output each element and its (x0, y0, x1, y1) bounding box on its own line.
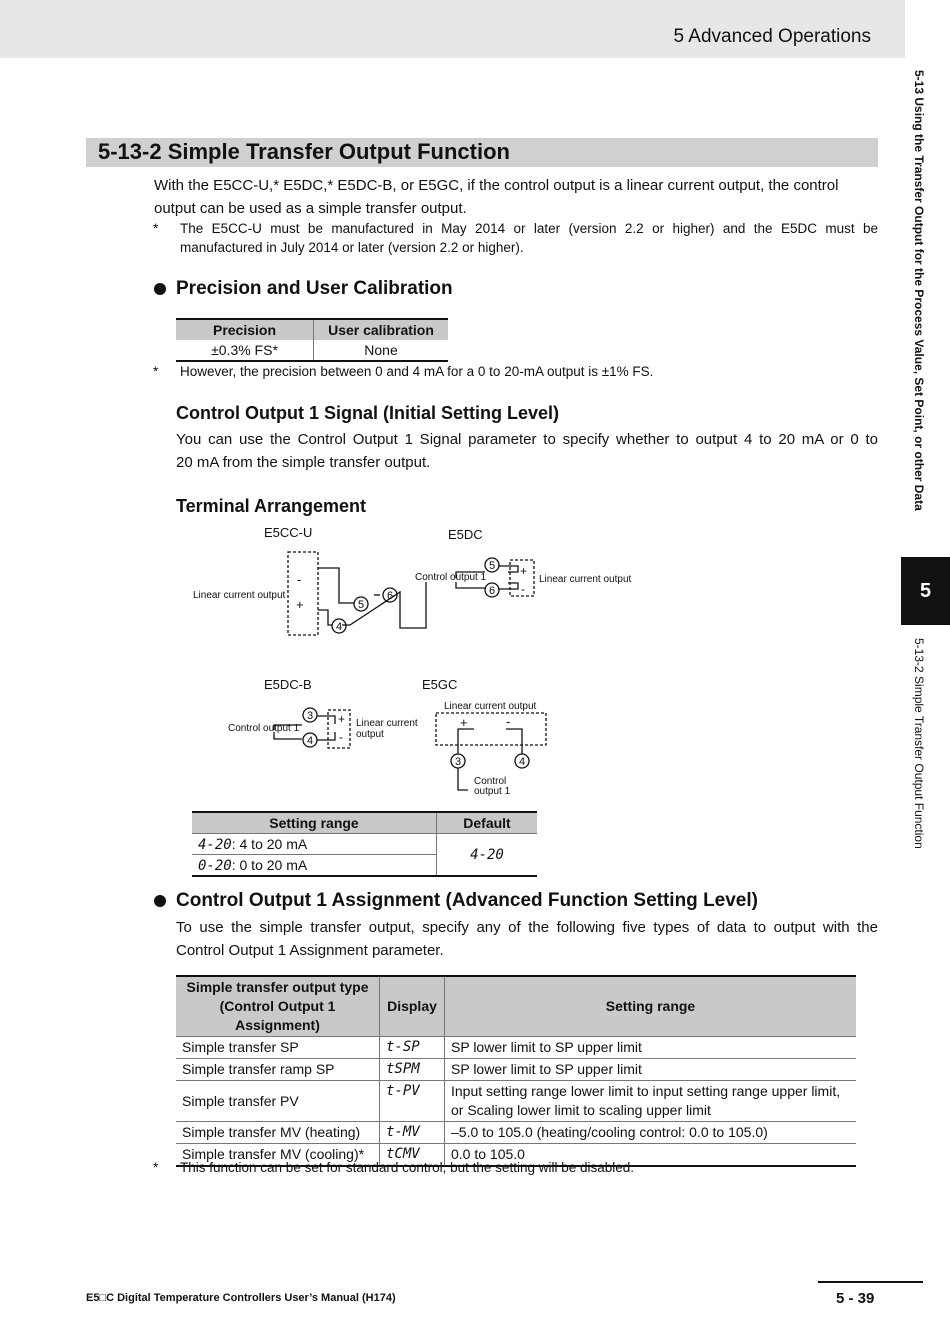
range-cell: 0.0 to 105.0 (445, 1144, 857, 1167)
e5gc-label-top: Linear current output (444, 701, 537, 712)
setting-row-1 (192, 834, 437, 855)
chapter-header: 5 Advanced Operations (673, 26, 871, 47)
e5dc-terminal-6: 6 (488, 585, 496, 597)
e5dcb-terminal-3: 3 (306, 710, 314, 722)
footnote-line-1: The E5CC-U must be manufactured in May 2014 or later (version 2.2 or higher) and the E5DC must be (180, 221, 878, 236)
e5ccu-terminal-6: 6 (386, 590, 394, 602)
e5dc-plus: + (520, 564, 528, 578)
display-header: Display (380, 976, 445, 1037)
e5dc-label-right: Linear current output (539, 574, 632, 585)
page-number: 5 - 39 (836, 1290, 875, 1307)
assignment-text-1: To use the simple transfer output, specify any of the following five types of data to output with the (176, 919, 878, 936)
precision-note-marker: * (153, 364, 159, 379)
e5dcb-plus: + (338, 712, 346, 726)
terminal-heading: Terminal Arrangement (176, 496, 367, 516)
diagram-title-e5ccu: E5CC-U (264, 525, 313, 540)
e5ccu-plus: + (296, 597, 304, 612)
assignment-table (176, 975, 856, 1167)
e5dcb-label-left: Control output 1 (228, 723, 300, 734)
precision-header: Precision (176, 319, 314, 340)
display-cell: t-MV (380, 1122, 445, 1144)
footer-rule (818, 1281, 923, 1283)
precision-heading: Precision and User Calibration (176, 278, 453, 299)
type-cell: Simple transfer MV (cooling)* (176, 1144, 380, 1167)
diagram-title-e5dc: E5DC (448, 527, 483, 542)
signal-heading: Control Output 1 Signal (Initial Setting Level) (176, 403, 560, 423)
setting-range-header: Setting range (192, 812, 437, 834)
e5gc-label-bottom-2: output 1 (474, 786, 511, 797)
assignment-heading: Control Output 1 Assignment (Advanced Function Setting Level) (176, 890, 758, 911)
range-cell: Input setting range lower limit to input setting range upper limit, or Scaling lower limit to scaling upper limit (445, 1081, 857, 1122)
e5dcb-label-right-1: Linear current (356, 718, 418, 729)
e5ccu-label: Linear current output (193, 590, 286, 601)
type-cell: Simple transfer ramp SP (176, 1059, 380, 1081)
precision-table (176, 318, 448, 362)
e5gc-plus: + (460, 715, 468, 730)
display-cell: tCMV (380, 1144, 445, 1167)
chapter-tab: 5 (901, 557, 950, 625)
user-calibration-value: None (314, 340, 449, 361)
range-cell: SP lower limit to SP upper limit (445, 1059, 857, 1081)
diagram-title-e5gc: E5GC (422, 677, 458, 692)
type-header: Simple transfer output type (Control Output 1 Assignment) (176, 976, 380, 1037)
setting-row-2 (192, 855, 437, 877)
range-cell: –5.0 to 105.0 (heating/cooling control: 0.0 to 105.0) (445, 1122, 857, 1144)
signal-text-2: 20 mA from the simple transfer output. (176, 454, 431, 471)
e5dcb-label-right-2: output (356, 729, 384, 740)
intro-line-2: output can be used as a simple transfer output. (154, 200, 467, 217)
assignment-note: This function can be set for standard control, but the setting will be disabled. (180, 1160, 635, 1175)
setting-text: : 4 to 20 mA (231, 835, 308, 852)
e5gc-terminal-3: 3 (454, 756, 462, 768)
display-cell: tSPM (380, 1059, 445, 1081)
e5dc-label-left: Control output 1 (415, 572, 487, 583)
default-value (437, 834, 538, 877)
setting-text: : 0 to 20 mA (231, 856, 308, 873)
assignment-note-marker: * (153, 1160, 159, 1175)
table-row (176, 1081, 856, 1122)
table-row (176, 1122, 856, 1144)
e5dc-minus: - (521, 582, 525, 596)
type-cell: Simple transfer SP (176, 1037, 380, 1059)
display-cell: t-SP (380, 1037, 445, 1059)
manual-title: E5□C Digital Temperature Controllers User’s Manual (H174) (86, 1292, 396, 1304)
bullet-icon (154, 283, 166, 295)
sidebar-subsection-title: 5-13-2 Simple Transfer Output Function (912, 638, 926, 849)
default-header: Default (437, 812, 538, 834)
intro-line-1: With the E5CC-U,* E5DC,* E5DC-B, or E5GC, if the control output is a linear current output, the control (154, 177, 839, 194)
footnote-marker: * (153, 221, 159, 236)
precision-value: ±0.3% FS* (211, 342, 278, 358)
type-cell: Simple transfer MV (heating) (176, 1122, 380, 1144)
e5gc-terminal-4: 4 (518, 756, 526, 768)
e5gc-minus: - (506, 714, 511, 729)
sidebar-section-title: 5-13 Using the Transfer Output for the Process Value, Set Point, or other Data (912, 70, 926, 511)
signal-setting-table (192, 811, 537, 877)
terminal-diagrams (0, 520, 900, 810)
assignment-text-2: Control Output 1 Assignment parameter. (176, 942, 444, 959)
precision-note: However, the precision between 0 and 4 mA for a 0 to 20-mA output is ±1% FS. (180, 364, 654, 379)
bullet-icon (154, 895, 166, 907)
display-cell: t-PV (380, 1081, 445, 1122)
e5gc-label-bottom-1: Control (474, 776, 507, 787)
e5ccu-terminal-4: 4 (335, 621, 343, 633)
section-title: 5-13-2 Simple Transfer Output Function (98, 139, 510, 164)
e5ccu-minus: - (297, 572, 302, 587)
setting-code: 4-20 (198, 836, 232, 853)
e5dcb-minus: - (339, 730, 343, 744)
e5dcb-terminal-4: 4 (306, 735, 314, 747)
signal-text-1: You can use the Control Output 1 Signal parameter to specify whether to output 4 to 20 mA or 0 to (176, 431, 878, 448)
table-row (176, 1059, 856, 1081)
default-code: 4-20 (470, 847, 504, 863)
range-cell: SP lower limit to SP upper limit (445, 1037, 857, 1059)
e5dc-terminal-5: 5 (488, 560, 496, 572)
table-row (176, 1037, 856, 1059)
footnote-line-2: manufactured in July 2014 or later (version 2.2 or higher). (180, 240, 524, 255)
diagram-title-e5dcb: E5DC-B (264, 677, 312, 692)
user-calibration-header: User calibration (314, 319, 449, 340)
e5ccu-terminal-5: 5 (357, 599, 365, 611)
type-cell: Simple transfer PV (176, 1081, 380, 1122)
setting-range-header: Setting range (445, 976, 857, 1037)
setting-code: 0-20 (198, 857, 232, 874)
